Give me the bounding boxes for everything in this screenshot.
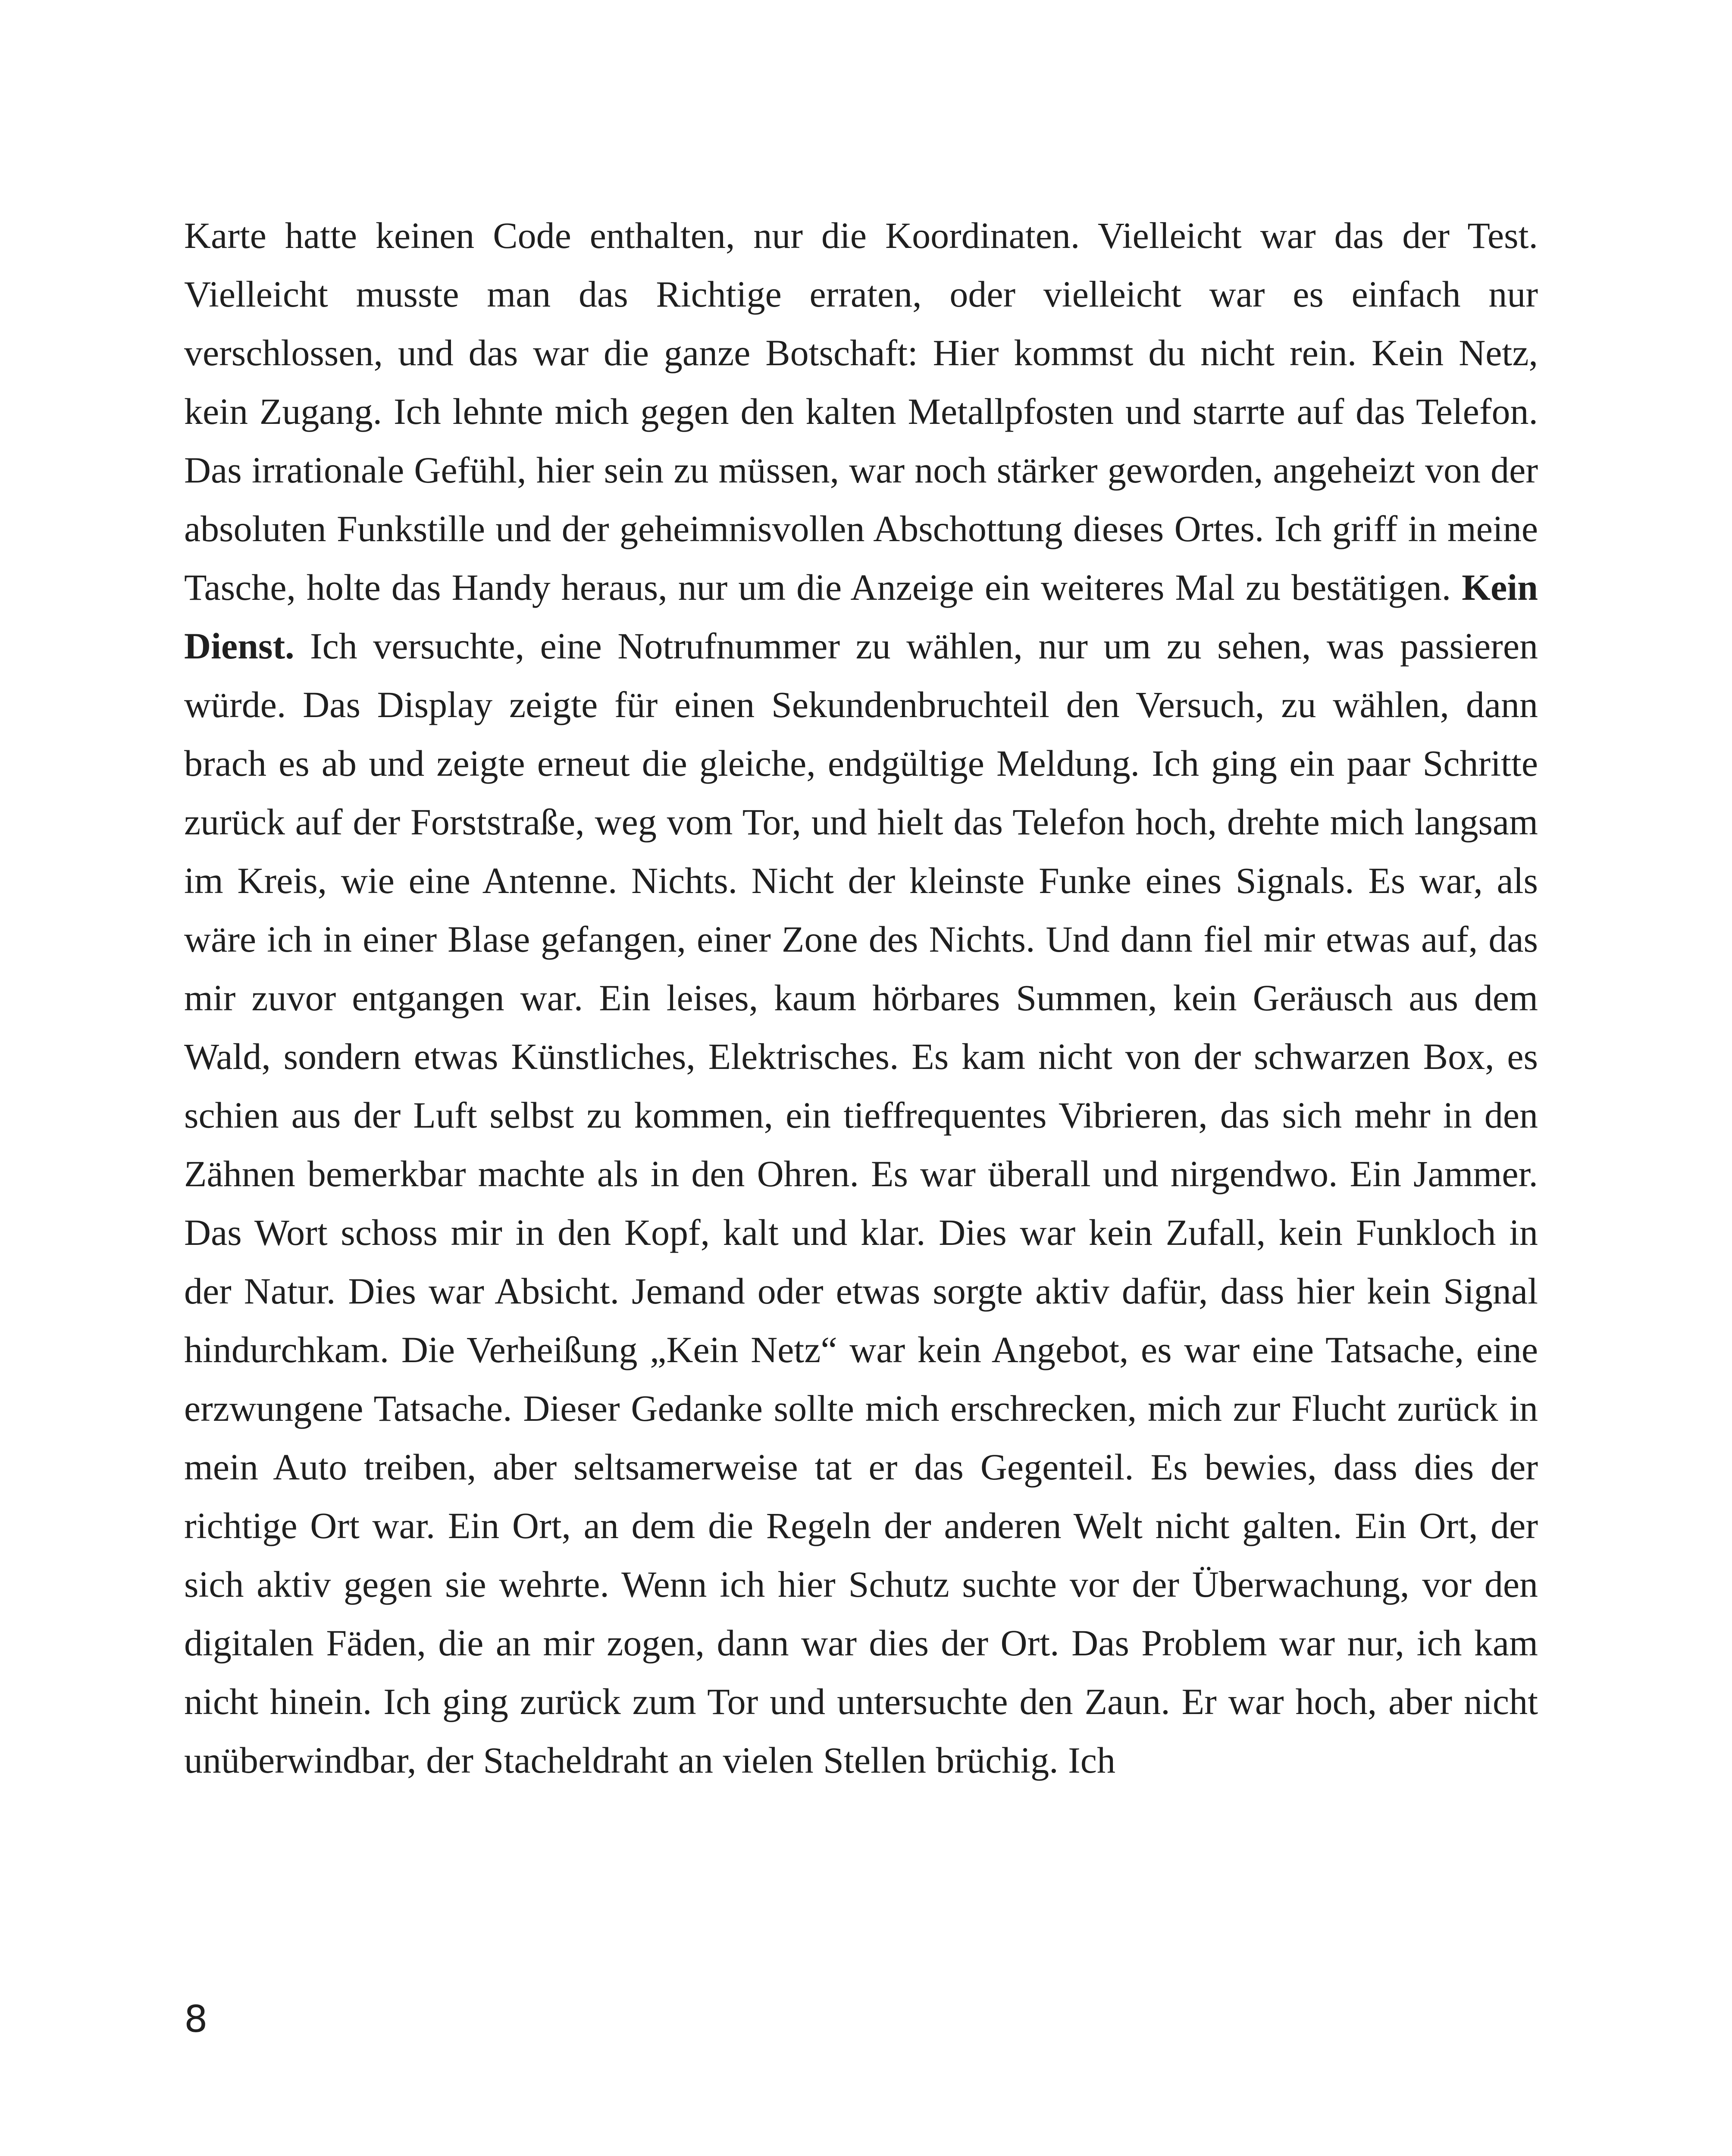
page-number: 8 — [184, 1998, 208, 2041]
body-paragraph — [184, 206, 1538, 1789]
body-text-before-bold: Karte hatte keinen Code enthalten, nur die Koordinaten. Vielleicht war das der Test. Vielleicht musste man das Richtige erraten, oder vielleicht war es einfach nur verschlossen, und das war die ganze Botschaft: Hier kommst du nicht rein. Kein Netz, kein Zugang. Ich lehnte mich gegen den kalten Metallpfosten und starrte auf das Telefon. Das irrationale Gefühl, hier sein zu müssen, war noch stärker geworden, angeheizt von der absoluten Funkstille und der geheimnisvollen Abschottung dieses Ortes. Ich griff in meine Tasche, holte das Handy heraus, nur um die Anzeige ein weiteres Mal zu bestätigen. — [184, 215, 1538, 608]
body-text-after-bold: Ich versuchte, eine Notrufnummer zu wählen, nur um zu sehen, was passieren würde. Das Display zeigte für einen Sekundenbruchteil den Versuch, zu wählen, dann brach es ab und zeigte erneut die gleiche, endgültige Meldung. Ich ging ein paar Schritte zurück auf der Forststraße, weg vom Tor, und hielt das Telefon hoch, drehte mich langsam im Kreis, wie eine Antenne. Nichts. Nicht der kleinste Funke eines Signals. Es war, als wäre ich in einer Blase gefangen, einer Zone des Nichts. Und dann fiel mir etwas auf, das mir zuvor entgangen war. Ein leises, kaum hörbares Summen, kein Geräusch aus dem Wald, sondern etwas Künstliches, Elektrisches. Es kam nicht von der schwarzen Box, es schien aus der Luft selbst zu kommen, ein tieffrequentes Vibrieren, das sich mehr in den Zähnen bemerkbar machte als in den Ohren. Es war überall und nirgendwo. Ein Jammer. Das Wort schoss mir in den Kopf, kalt und klar. Dies war kein Zufall, kein Funkloch in der Natur. Dies war Absicht. Jemand oder etwas sorgte aktiv dafür, dass hier kein Signal hindurchkam. Die Verheißung „Kein Netz“ war kein Angebot, es war eine Tatsache, eine erzwungene Tatsache. Dieser Gedanke sollte mich erschrecken, mich zur Flucht zurück in mein Auto treiben, aber seltsamerweise tat er das Gegenteil. Es bewies, dass dies der richtige Ort war. Ein Ort, an dem die Regeln der anderen Welt nicht galten. Ein Ort, der sich aktiv gegen sie wehrte. Wenn ich hier Schutz suchte vor der Überwachung, vor den digitalen Fäden, die an mir zogen, dann war dies der Ort. Das Problem war nur, ich kam nicht hinein. Ich ging zurück zum Tor und untersuchte den Zaun. Er war hoch, aber nicht unüberwindbar, der Stacheldraht an vielen Stellen brüchig. Ich — [184, 625, 1538, 1781]
body-bold-phrase: Kein Dienst. — [184, 567, 1538, 667]
